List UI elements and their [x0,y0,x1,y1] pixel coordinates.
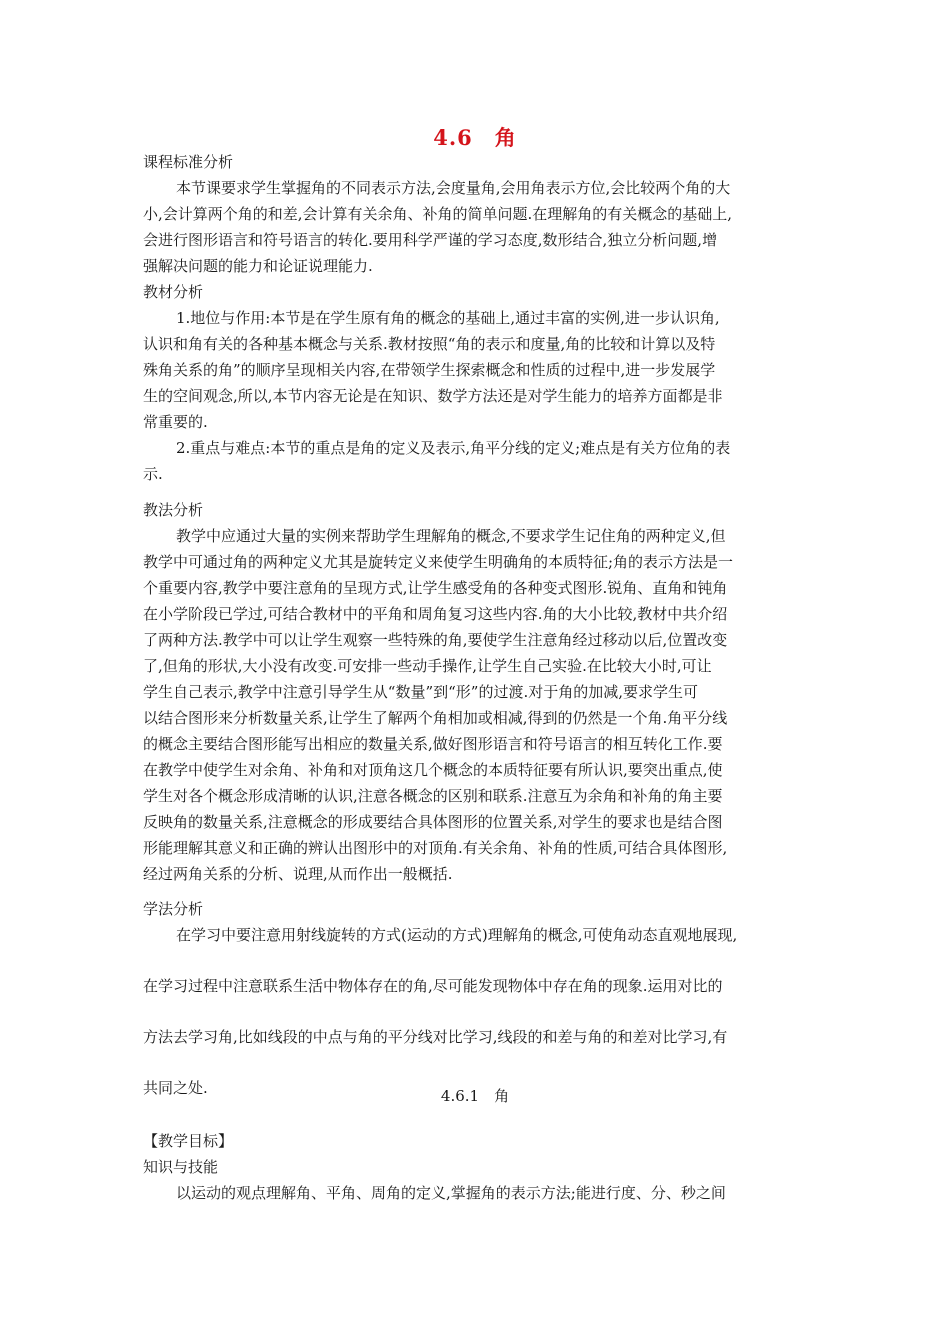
paragraph-line: 1.地位与作用:本节是在学生原有角的概念的基础上,通过丰富的实例,进一步认识角, [176,309,720,327]
objectives-subheading: 知识与技能 [143,1158,219,1176]
paragraph-line: 的概念主要结合图形能写出相应的数量关系,做好图形语言和符号语言的相互转化工作.要 [143,735,723,753]
section-heading: 教法分析 [143,501,204,519]
paragraph-line: 生的空间观念,所以,本节内容无论是在知识、数学方法还是对学生能力的培养方面都是非 [143,387,723,405]
section-heading: 学法分析 [143,900,204,918]
paragraph-line: 常重要的. [143,413,208,431]
paragraph-line: 在学习过程中注意联系生活中物体存在的角,尽可能发现物体中存在角的现象.运用对比的 [143,977,723,995]
paragraph-line: 了两种方法.教学中可以让学生观察一些特殊的角,要使学生注意角经过移动以后,位置改变 [143,631,728,649]
section-objectives [143,1128,815,1206]
objectives-heading: 【教学目标】 [143,1132,234,1150]
paragraph-line: 在教学中使学生对余角、补角和对顶角这几个概念的本质特征要有所认识,要突出重点,使 [143,761,723,779]
section-heading: 课程标准分析 [143,153,234,171]
paragraph-line: 会进行图形语言和符号语言的转化.要用科学严谨的学习态度,数形结合,独立分析问题,增 [143,231,718,249]
page-title: 4.6 角 [433,125,517,150]
subsection-title: 4.6.1 角 [440,1087,510,1105]
paragraph-line: 在学习中要注意用射线旋转的方式(运动的方式)理解角的概念,可使角动态直观地展现, [176,926,738,944]
section-learning [143,896,815,1101]
paragraph-line: 形能理解其意义和正确的辨认出图形中的对顶角.有关余角、补角的性质,可结合具体图形, [143,839,728,857]
paragraph-line: 个重要内容,教学中要注意角的呈现方式,让学生感受角的各种变式图形.锐角、直角和钝角 [143,579,728,597]
paragraph-line: 了,但角的形状,大小没有改变.可安排一些动手操作,让学生自己实验.在比较大小时,可让 [143,657,712,675]
paragraph-line: 反映角的数量关系,注意概念的形成要结合具体图形的位置关系,对学生的要求也是结合图 [143,813,723,831]
paragraph-line: 强解决问题的能力和论证说理能力. [143,257,373,275]
paragraph-line: 学生自己表示,教学中注意引导学生从“数量”到“形”的过渡.对于角的加减,要求学生可 [143,683,698,701]
paragraph-line: 教学中应通过大量的实例来帮助学生理解角的概念,不要求学生记住角的两种定义,但 [176,527,726,545]
paragraph-line: 示. [143,465,163,483]
section-curriculum [143,149,815,487]
paragraph-line: 殊角关系的角”的顺序呈现相关内容,在带领学生探索概念和性质的过程中,进一步发展学 [143,361,716,379]
paragraph-line: 学生对各个概念形成清晰的认识,注意各概念的区别和联系.注意互为余角和补角的角主要 [143,787,723,805]
paragraph-line: 在小学阶段已学过,可结合教材中的平角和周角复习这些内容.角的大小比较,教材中共介绍 [143,605,728,623]
paragraph-line: 小,会计算两个角的和差,会计算有关余角、补角的简单问题.在理解角的有关概念的基础上, [143,205,733,223]
paragraph-line: 方法去学习角,比如线段的中点与角的平分线对比学习,线段的和差与角的和差对比学习,有 [143,1028,728,1046]
paragraph-line: 以运动的观点理解角、平角、周角的定义,掌握角的表示方法;能进行度、分、秒之间 [176,1184,726,1202]
paragraph-line: 经过两角关系的分析、说理,从而作出一般概括. [143,865,453,883]
paragraph-line: 教学中可通过角的两种定义尤其是旋转定义来使学生明确角的本质特征;角的表示方法是一 [143,553,734,571]
section-heading: 教材分析 [143,283,204,301]
paragraph-line: 认识和角有关的各种基本概念与关系.教材按照“角的表示和度量,角的比较和计算以及特 [143,335,716,353]
paragraph-line: 2.重点与难点:本节的重点是角的定义及表示,角平分线的定义;难点是有关方位角的表 [176,439,731,457]
paragraph-line: 共同之处. [143,1079,208,1097]
paragraph-line: 以结合图形来分析数量关系,让学生了解两个角相加或相减,得到的仍然是一个角.角平分线 [143,709,728,727]
paragraph-line: 本节课要求学生掌握角的不同表示方法,会度量角,会用角表示方位,会比较两个角的大 [176,179,731,197]
section-teaching [143,497,815,887]
